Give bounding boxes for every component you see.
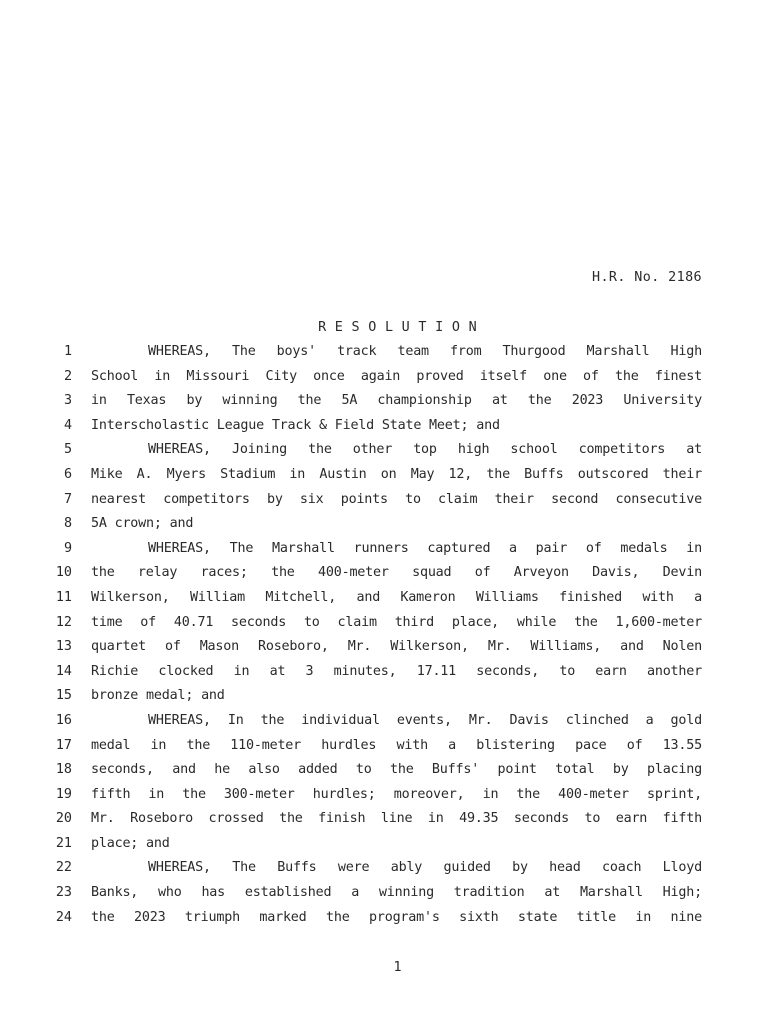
- line-number: 24: [55, 909, 72, 925]
- line-number: 7: [63, 491, 72, 507]
- line-number: 1: [63, 344, 72, 359]
- line-text: Mr. Roseboro crossed the finish line in 49.35 seconds to earn fifth: [91, 811, 702, 827]
- line-number: 13: [55, 639, 72, 655]
- line-number: 11: [55, 589, 72, 605]
- line-number: 10: [55, 565, 72, 581]
- line-text: medal in the 110-meter hurdles with a blistering pace of 13.55: [91, 737, 702, 753]
- line-number: 16: [55, 712, 72, 728]
- line-number: 17: [55, 737, 72, 753]
- line-number: 20: [55, 811, 72, 827]
- numbered-line: [0, 760, 770, 785]
- numbered-line: [0, 490, 770, 515]
- numbered-line: [0, 711, 770, 736]
- line-text: the relay races; the 400-meter squad of Arveyon Davis, Devin: [91, 565, 702, 581]
- line-text: place; and: [91, 835, 170, 851]
- line-text: Interscholastic League Track & Field State Meet; and: [91, 417, 500, 433]
- numbered-line: [0, 391, 770, 416]
- line-number: 18: [55, 762, 72, 778]
- bill-number: H.R. No. 2186: [591, 270, 702, 285]
- numbered-line: [0, 809, 770, 834]
- line-number: 5: [63, 442, 72, 458]
- numbered-line: [0, 465, 770, 490]
- numbered-line: [0, 736, 770, 761]
- line-number: 23: [55, 885, 72, 901]
- numbered-line: [0, 858, 770, 883]
- numbered-line: [0, 662, 770, 687]
- line-text: quartet of Mason Roseboro, Mr. Wilkerson, Mr. Williams, and Nolen: [91, 639, 702, 655]
- line-text: WHEREAS, The Buffs were ably guided by head coach Lloyd: [148, 860, 702, 876]
- line-number: 6: [63, 466, 72, 482]
- numbered-line: [0, 514, 770, 539]
- numbered-line: [0, 416, 770, 441]
- numbered-line: [0, 785, 770, 810]
- numbered-line: [0, 342, 770, 367]
- page-number: 1: [393, 960, 402, 975]
- numbered-line: [0, 686, 770, 711]
- line-text: Richie clocked in at 3 minutes, 17.11 seconds, to earn another: [91, 663, 702, 679]
- line-text: School in Missouri City once again proved itself one of the finest: [91, 368, 702, 384]
- numbered-line: [0, 588, 770, 613]
- line-text: WHEREAS, In the individual events, Mr. Davis clinched a gold: [148, 712, 702, 728]
- line-number: 21: [55, 835, 72, 851]
- line-text: fifth in the 300-meter hurdles; moreover, in the 400-meter sprint,: [91, 786, 702, 802]
- line-text: Mike A. Myers Stadium in Austin on May 12, the Buffs outscored their: [91, 466, 702, 482]
- line-text: time of 40.71 seconds to claim third place, while the 1,600-meter: [91, 614, 702, 630]
- line-text: bronze medal; and: [91, 688, 225, 704]
- line-text: 5A crown; and: [91, 516, 194, 532]
- line-text: the 2023 triumph marked the program's sixth state title in nine: [91, 909, 702, 925]
- line-text: WHEREAS, The Marshall runners captured a pair of medals in: [148, 540, 702, 556]
- line-text: Banks, who has established a winning tradition at Marshall High;: [91, 885, 702, 901]
- line-text: in Texas by winning the 5A championship at the 2023 University: [91, 393, 702, 409]
- numbered-line: [0, 613, 770, 638]
- numbered-line: [0, 367, 770, 392]
- numbered-line: [0, 539, 770, 564]
- line-text: seconds, and he also added to the Buffs' point total by placing: [91, 762, 702, 778]
- line-number: 12: [55, 614, 72, 630]
- resolution-heading: R E S O L U T I O N: [318, 320, 477, 335]
- line-number: 4: [63, 417, 72, 433]
- numbered-line: [0, 563, 770, 588]
- line-number: 14: [55, 663, 72, 679]
- line-number: 3: [63, 393, 72, 409]
- line-number: 2: [63, 368, 72, 384]
- line-number: 15: [55, 688, 72, 704]
- numbered-line: [0, 834, 770, 859]
- line-text: Wilkerson, William Mitchell, and Kameron Williams finished with a: [91, 589, 702, 605]
- line-text: nearest competitors by six points to claim their second consecutive: [91, 491, 702, 507]
- numbered-line: [0, 883, 770, 908]
- line-number: 8: [63, 516, 72, 532]
- line-text: WHEREAS, The boys' track team from Thurgood Marshall High: [148, 344, 702, 359]
- numbered-line: [0, 637, 770, 662]
- line-number: 9: [63, 540, 72, 556]
- numbered-line: [0, 908, 770, 933]
- line-number: 19: [55, 786, 72, 802]
- numbered-line: [0, 440, 770, 465]
- line-number: 22: [55, 860, 72, 876]
- resolution-body: [0, 342, 770, 932]
- line-text: WHEREAS, Joining the other top high school competitors at: [148, 442, 702, 458]
